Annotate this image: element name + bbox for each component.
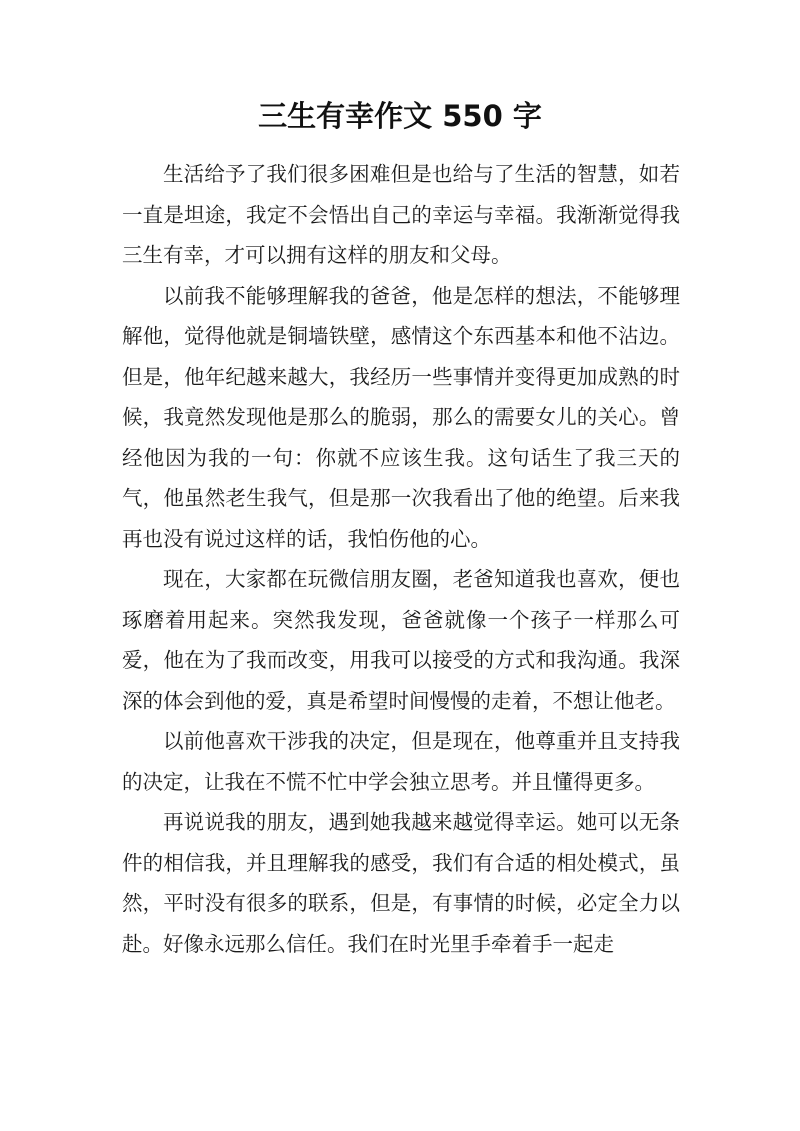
paragraph-4: 以前他喜欢干涉我的决定，但是现在，他尊重并且支持我的决定，让我在不慌不忙中学会独立思考。并且懂得更多。 <box>122 729 680 794</box>
document-body <box>122 154 680 964</box>
paragraph-2: 以前我不能够理解我的爸爸，他是怎样的想法，不能够理解他，觉得他就是铜墙铁壁，感情这个东西基本和他不沾边。但是，他年纪越来越大，我经历一些事情并变得更加成熟的时候，我竟然发现他是那么的脆弱，那么的需要女儿的关心。曾经他因为我的一句：你就不应该生我。这句话生了我三天的气，他虽然老生我气，但是那一次我看出了他的绝望。后来我再也没有说过这样的话，我怕伤他的心。 <box>122 283 680 551</box>
document-title: 三生有幸作文 550 字 <box>258 99 542 133</box>
paragraph-3: 现在，大家都在玩微信朋友圈，老爸知道我也喜欢，便也琢磨着用起来。突然我发现，爸爸就像一个孩子一样那么可爱，他在为了我而改变，用我可以接受的方式和我沟通。我深深的体会到他的爱，真是希望时间慢慢的走着，不想让他老。 <box>122 567 680 713</box>
paragraph-5: 再说说我的朋友，遇到她我越来越觉得幸运。她可以无条件的相信我，并且理解我的感受，我们有合适的相处模式，虽然，平时没有很多的联系，但是，有事情的时候，必定全力以赴。好像永远那么信任。我们在时光里手牵着手一起走 <box>122 810 680 956</box>
paragraph-1: 生活给予了我们很多困难但是也给与了生活的智慧，如若一直是坦途，我定不会悟出自己的幸运与幸福。我渐渐觉得我三生有幸，才可以拥有这样的朋友和父母。 <box>122 162 680 267</box>
